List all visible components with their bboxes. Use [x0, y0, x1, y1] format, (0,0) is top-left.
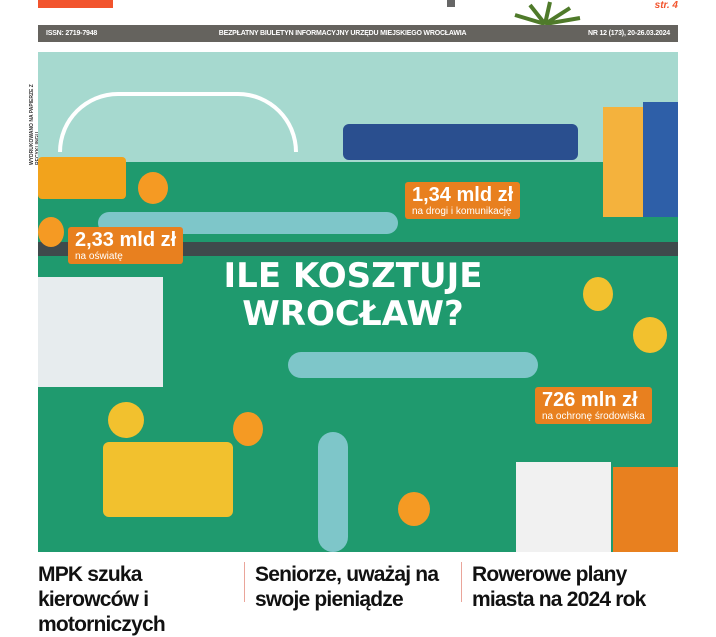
- tram-illustration: [343, 124, 578, 160]
- townhouse-illustration: [603, 107, 643, 217]
- cost-label-roads: [405, 182, 520, 219]
- label-desc: na oświatę: [75, 251, 123, 262]
- cover-title: ILE KOSZTUJE WROCŁAW?: [223, 256, 483, 334]
- cost-label-environment: [535, 387, 652, 424]
- masthead-decoration: [447, 0, 455, 7]
- path: [318, 432, 348, 552]
- tree: [633, 317, 667, 353]
- plant-illustration: [500, 0, 590, 24]
- label-amount: 2,33 mld zł: [75, 229, 177, 251]
- tree: [38, 217, 64, 247]
- path: [288, 352, 538, 378]
- issue-number: NR 12 (173), 20-26.03.2024: [588, 30, 670, 37]
- headline[interactable]: MPK szuka kierowców i motorniczych: [38, 563, 165, 636]
- cover-illustration: [38, 52, 678, 552]
- bridge-illustration: [58, 92, 298, 152]
- bus-illustration: [38, 157, 126, 199]
- masthead-logo-fragment: [38, 0, 113, 8]
- page-reference[interactable]: str. 4: [654, 0, 678, 11]
- cost-label-education: [68, 227, 183, 264]
- school-illustration: [38, 277, 163, 387]
- tagline: BEZPŁATNY BIULETYN INFORMACYJNY URZĘDU MIEJSKIEGO WROCŁAWIA: [218, 30, 467, 37]
- tree: [108, 402, 144, 438]
- label-desc: na ochronę środowiska: [542, 411, 645, 422]
- headline[interactable]: Seniorze, uważaj na swoje pieniądze: [244, 562, 461, 602]
- tree: [138, 172, 168, 204]
- headline[interactable]: Rowerowe plany miasta na 2024 rok: [461, 562, 678, 602]
- issn: ISSN: 2719-7948: [46, 30, 98, 37]
- townhouse-illustration: [643, 102, 678, 217]
- town-hall-illustration: [613, 467, 678, 552]
- tree: [398, 492, 430, 526]
- label-desc: na drogi i komunikację: [412, 206, 512, 217]
- info-strip: [38, 25, 678, 42]
- tree: [583, 277, 613, 311]
- tree: [233, 412, 263, 446]
- headlines: [38, 562, 678, 636]
- old-town-building: [516, 462, 611, 552]
- road-roller-illustration: [103, 442, 233, 517]
- label-amount: 726 mln zł: [542, 389, 638, 411]
- recycled-paper-note: WYDRUKOWANO NA PAPIERZE Z: [29, 84, 35, 165]
- label-amount: 1,34 mld zł: [412, 184, 514, 206]
